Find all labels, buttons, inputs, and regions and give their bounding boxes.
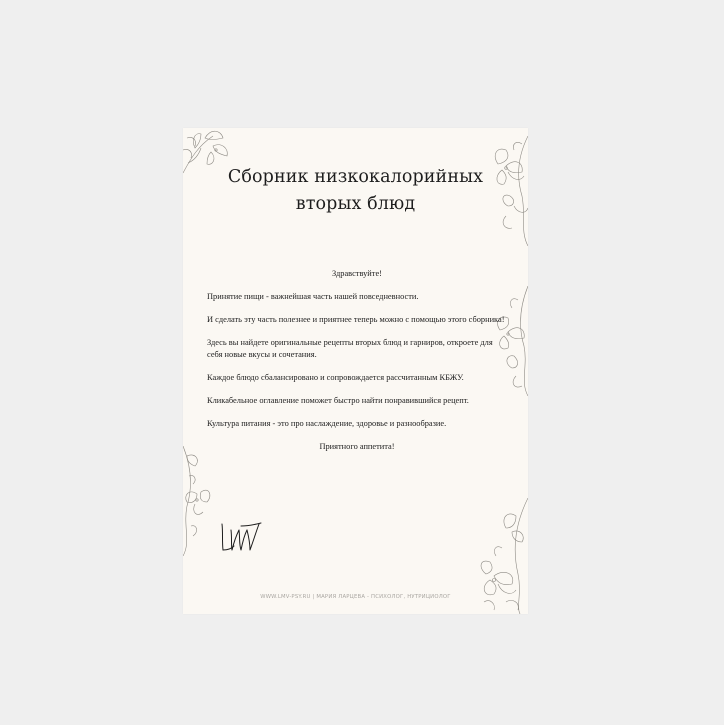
title-line-1: Сборник низкокалорийных: [227, 167, 484, 187]
document-title: [183, 164, 528, 218]
document-body: [207, 268, 507, 464]
document-footer: WWW.LMV-PSY.RU | МАРИЯ ЛАРЦЕВА - ПСИХОЛОГ, НУТРИЦИОЛОГ: [260, 594, 451, 600]
body-paragraph: Здесь вы найдете оригинальные рецепты вторых блюд и гарниров, откроете для себя новые вкусы и сочетания.: [207, 338, 493, 359]
body-paragraph: Культура питания - это про наслаждение, здоровье и разнообразие.: [207, 418, 447, 428]
body-paragraph: Принятие пищи - важнейшая часть нашей повседневности.: [207, 292, 419, 301]
body-paragraph: И сделать эту часть полезнее и приятнее теперь можно с помощью этого сборника!: [207, 315, 505, 324]
body-paragraph: Кликабельное оглавление поможет быстро найти понравившийся рецепт.: [207, 395, 469, 405]
document-page: [183, 128, 528, 614]
body-paragraph: Каждое блюдо сбалансировано и сопровождается рассчитанным КБЖУ.: [207, 372, 464, 382]
greeting-paragraph: Здравствуйте!: [332, 269, 382, 278]
closing-paragraph: Приятного аппетита!: [319, 441, 395, 451]
signature-icon: [219, 520, 263, 556]
title-line-2: вторых блюд: [295, 194, 416, 214]
